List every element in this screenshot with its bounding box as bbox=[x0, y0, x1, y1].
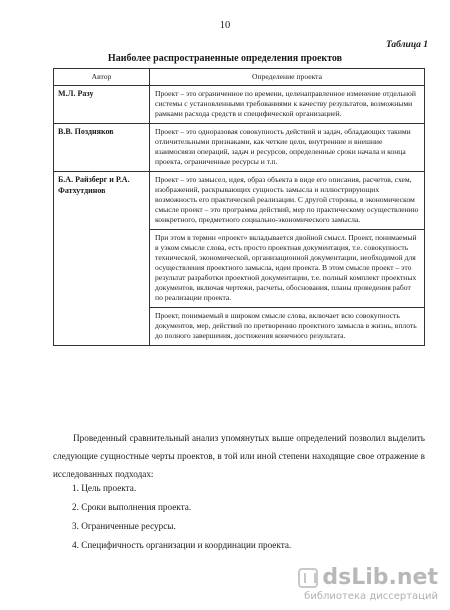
list-item: 1. Цель проекта. bbox=[72, 483, 137, 493]
book-icon bbox=[298, 568, 318, 588]
author-cell: М.Л. Разу bbox=[54, 86, 150, 124]
table-label: Таблица 1 bbox=[385, 40, 428, 50]
author-cell: В.В. Поздняков bbox=[54, 124, 150, 172]
watermark bbox=[298, 567, 438, 602]
table-row bbox=[54, 124, 425, 172]
list-item: 2. Сроки выполнения проекта. bbox=[72, 502, 192, 512]
table-row bbox=[54, 86, 425, 124]
definition-text: Проект – это одноразовая совокупность действий и задач, обладающих такими отличительными признаками, как четкие цели, внутренние и внешние взаимосвязи операций, задач и ресурсов, определенные сроки начала и конца проекта, ограниченные ресурсы и т.п. bbox=[155, 127, 411, 166]
definition-text: При этом в термин «проект» вкладывается двойной смысл. Проект, понимаемый в узком смысле слова, есть просто проектная документация, т.е. совокупность технической, экономической, организационной документации, необходимой для осуществления проектного замысла, идеи проекта. В этом смысле проект – это результат разработки проектной документации, т.е. полный комплект проектных документов, включая чертежи, расчеты, обоснования, планы проведения работ по реализации проекта. bbox=[150, 230, 424, 308]
watermark-logo bbox=[298, 567, 438, 589]
table-row bbox=[54, 172, 425, 346]
page-number: 10 bbox=[219, 20, 231, 31]
body-paragraph: Проведенный сравнительный анализ упомянутых выше определений позволил выделить следующие сущностные черты проектов, в той или иной степени находящие свое отражение в исследованных подходах: bbox=[53, 433, 425, 479]
definition-text: Проект – это ограниченное по времени, целенаправленное изменение отдельной системы с установленными требованиями к качеству результатов, возможными рамками расхода средств и специфической организацией. bbox=[155, 89, 416, 118]
watermark-logo-text: dsLib.net bbox=[322, 565, 438, 590]
definitions-table bbox=[53, 68, 425, 346]
list-item: 3. Ограниченные ресурсы. bbox=[72, 521, 176, 531]
definition-text: Проект – это замысел, идея, образ объекта в виде его описания, расчетов, схем, изображений, раскрывающих сущность замысла и иллюстрирующих возможность его практической реализации. С другой стороны, в экономическом смысле проект – это программа действий, мер по практическому осуществлению конкретного, предметного социально-экономического замысла. bbox=[150, 172, 424, 230]
watermark-subtitle: библиотека диссертаций bbox=[304, 591, 438, 602]
table-header-row bbox=[54, 69, 425, 86]
definition-cell bbox=[150, 124, 425, 172]
definition-cell bbox=[150, 86, 425, 124]
definition-cell bbox=[150, 172, 425, 346]
column-header-author: Автор bbox=[54, 69, 150, 86]
author-cell: Б.А. Райзберг и Р.А. Фатхутдинов bbox=[54, 172, 150, 346]
table-title: Наиболее распространенные определения проектов bbox=[107, 53, 343, 64]
list-item: 4. Специфичность организации и координации проекта. bbox=[72, 540, 292, 550]
column-header-definition: Определение проекта bbox=[150, 69, 425, 86]
definition-text: Проект, понимаемый в широком смысле слова, включает всю совокупность документов, мер, действий по претворению проектного замысла в жизнь, вплоть до полного завершения, достижения конечного результата. bbox=[155, 311, 417, 340]
